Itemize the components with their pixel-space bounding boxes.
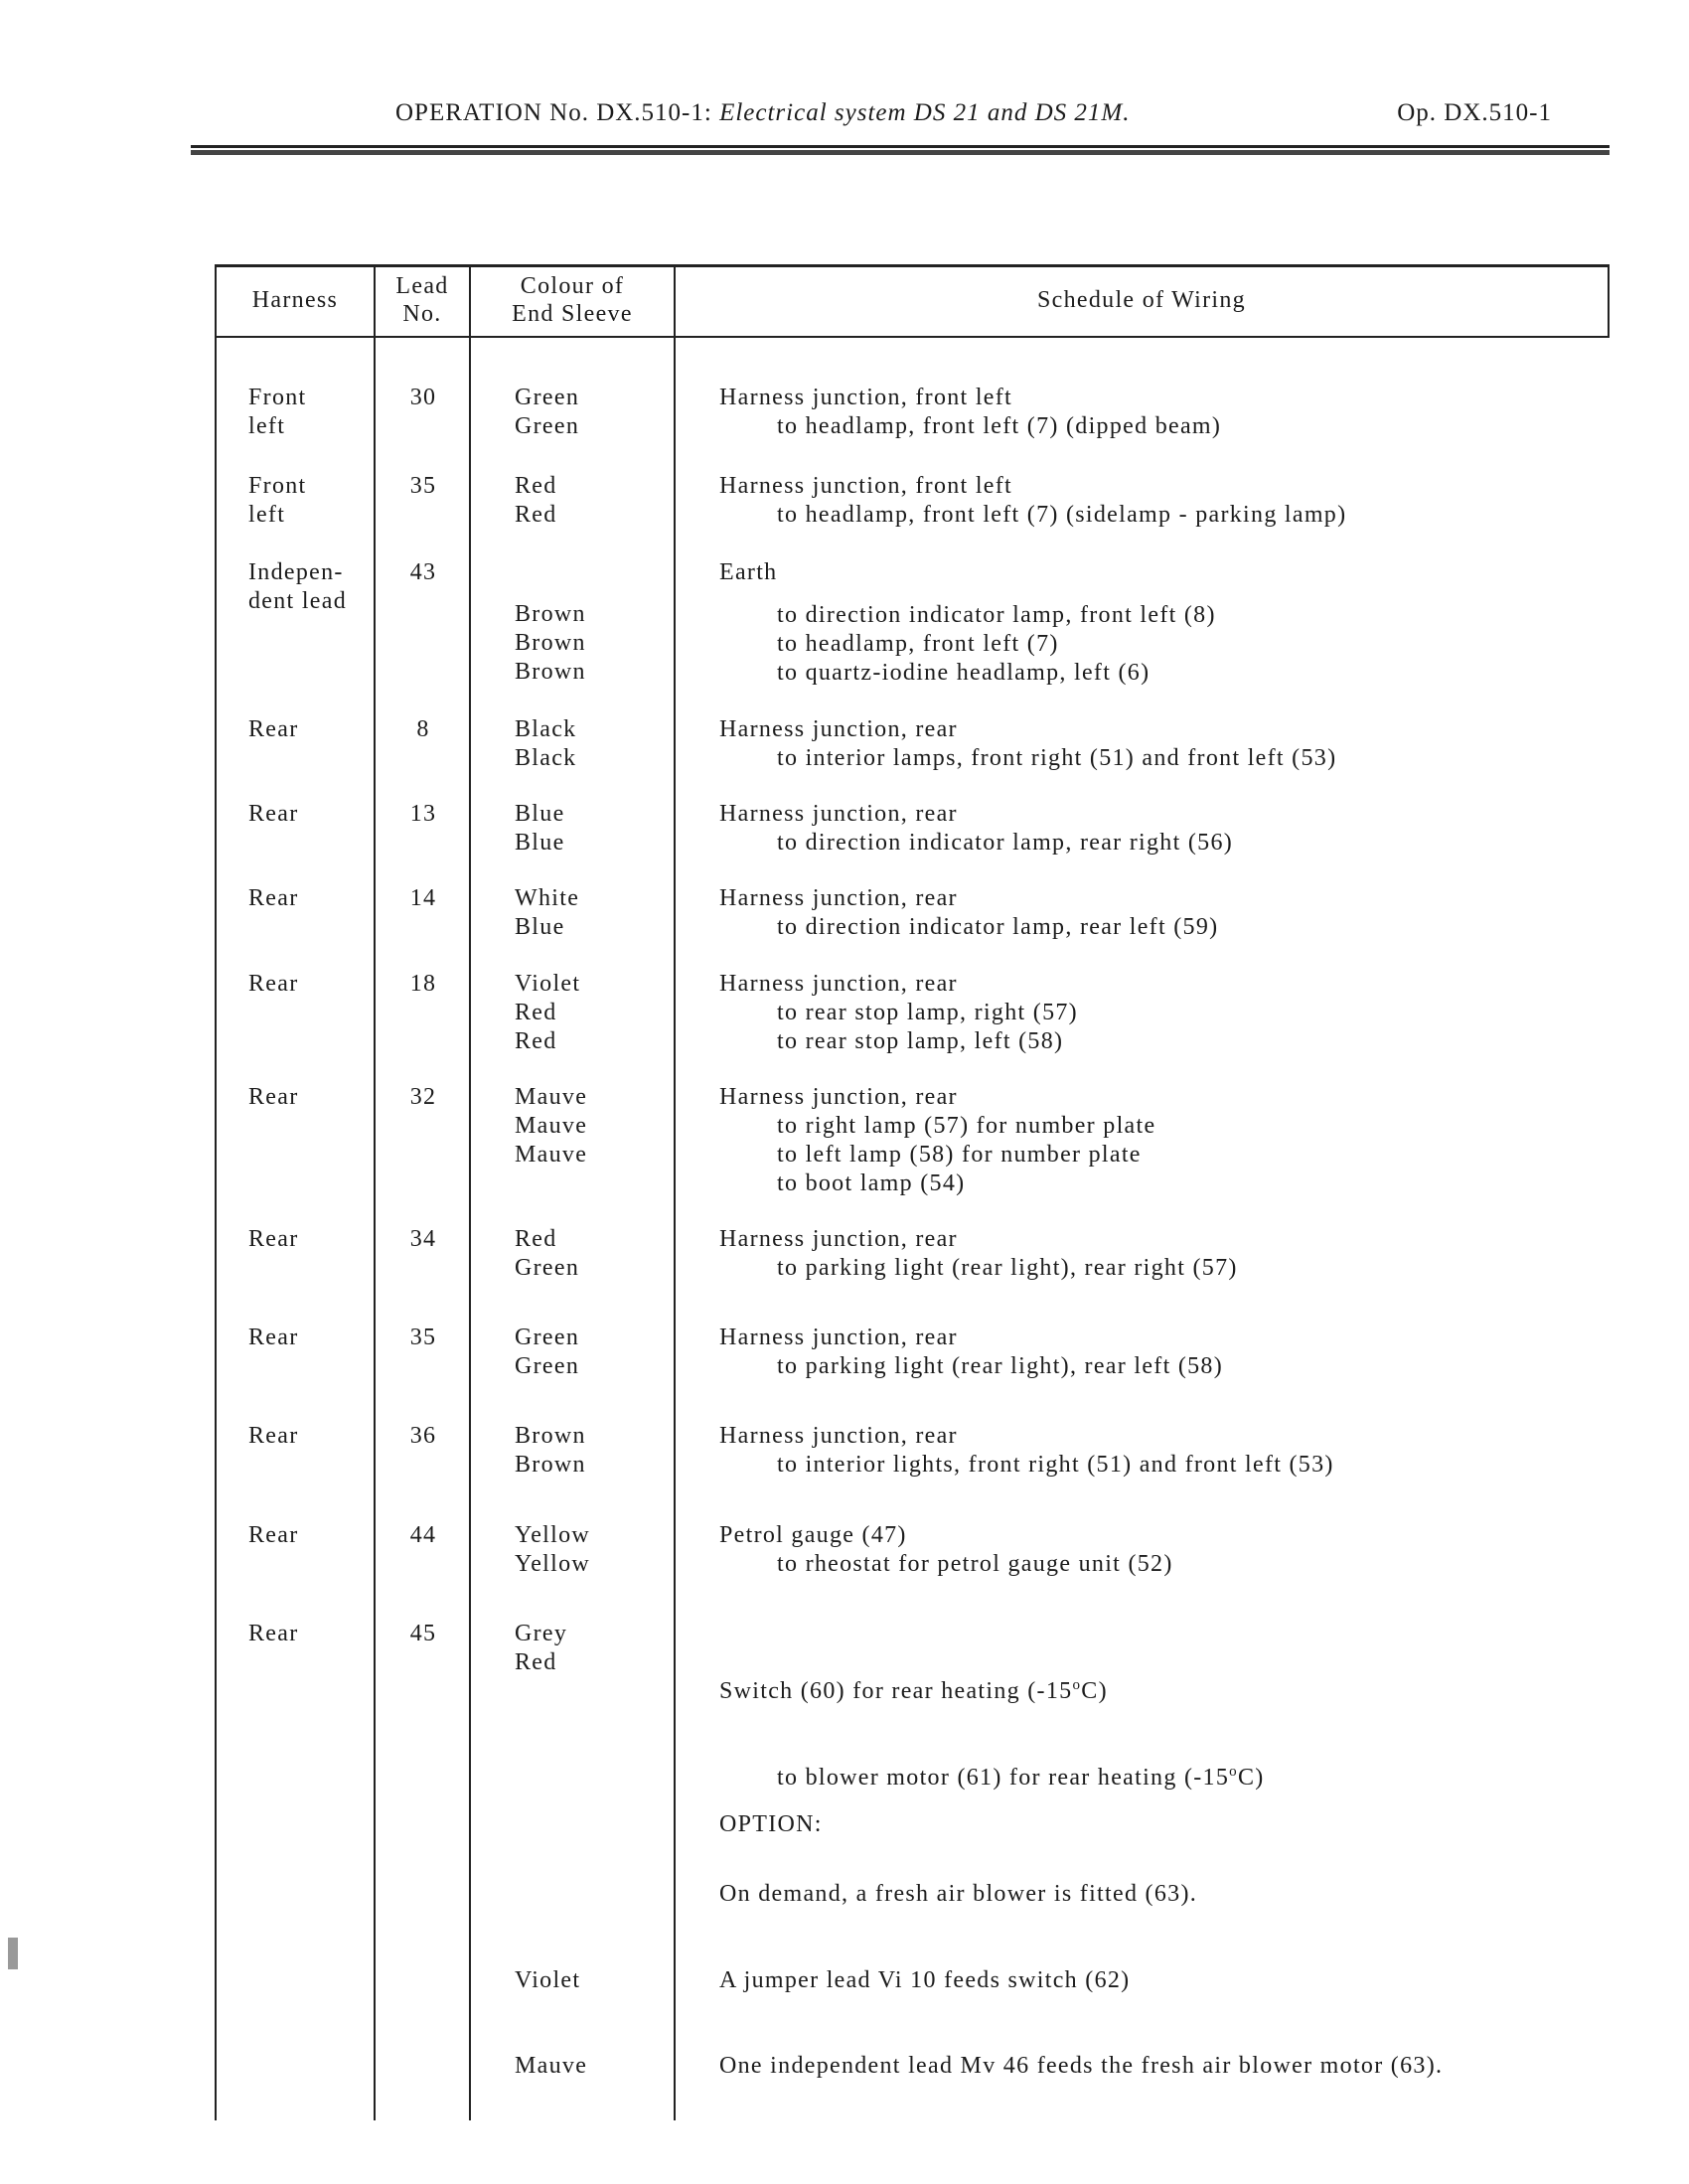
schedule-to: to rear stop lamp, right (57) [777, 1000, 1078, 1025]
harness-cell: Rear [248, 1621, 299, 1646]
schedule-from: Harness junction, rear [719, 1325, 958, 1350]
colour-cell: Brown [515, 1423, 586, 1449]
operation-title: OPERATION No. DX.510-1: Electrical system DS 21 and DS 21M. [395, 99, 1131, 126]
schedule-from: Harness junction, rear [719, 1226, 958, 1252]
harness-cell: Rear [248, 971, 299, 997]
schedule-from: Harness junction, rear [719, 801, 958, 827]
wiring-table [215, 264, 1610, 2120]
schedule-to: to direction indicator lamp, rear left (59) [777, 914, 1219, 940]
harness-cell: Rear [248, 885, 299, 911]
schedule-from: Earth [719, 559, 778, 585]
colour-cell: Violet [515, 1967, 581, 1993]
colour-cell: Yellow [515, 1551, 591, 1577]
schedule-to: to quartz-iodine headlamp, left (6) [777, 660, 1151, 686]
lead-number: 44 [409, 1522, 437, 1548]
schedule-from: Harness junction, rear [719, 1084, 958, 1110]
harness-cell: Rear [248, 1325, 299, 1350]
schedule-to: to rheostat for petrol gauge unit (52) [777, 1551, 1173, 1577]
schedule-to: to headlamp, front left (7) (sidelamp - parking lamp) [777, 502, 1347, 528]
header-rule [191, 145, 1610, 148]
lead-number: 36 [409, 1423, 437, 1449]
colour-cell: Green [515, 1325, 580, 1350]
colour-cell: Black [515, 745, 577, 771]
schedule-from: Harness junction, rear [719, 971, 958, 997]
schedule-to: to left lamp (58) for number plate [777, 1142, 1142, 1168]
schedule-to: to rear stop lamp, left (58) [777, 1028, 1064, 1054]
schedule-to: to direction indicator lamp, front left (8) [777, 602, 1216, 628]
harness-cell: Rear [248, 1423, 299, 1449]
schedule-to: to boot lamp (54) [777, 1170, 966, 1196]
schedule-to: to interior lights, front right (51) and front left (53) [777, 1452, 1334, 1478]
colour-cell: Mauve [515, 1084, 588, 1110]
header-harness: Harness [251, 287, 339, 313]
page-header [189, 99, 1610, 139]
lead-number: 18 [409, 971, 437, 997]
colour-cell: Violet [515, 971, 581, 997]
colour-cell: Red [515, 1226, 557, 1252]
option-title: OPTION: [719, 1811, 823, 1837]
colour-cell: Mauve [515, 1142, 588, 1168]
colour-cell: Blue [515, 914, 565, 940]
schedule-from: Petrol gauge (47) [719, 1522, 907, 1548]
schedule-from: Harness junction, rear [719, 885, 958, 911]
lead-number: 13 [409, 801, 437, 827]
colour-cell: Blue [515, 830, 565, 856]
schedule-from: Harness junction, front left [719, 385, 1012, 410]
harness-cell: left [248, 502, 286, 528]
table-left-border [215, 264, 217, 2120]
colour-cell: Mauve [515, 1113, 588, 1139]
colour-cell: Red [515, 1028, 557, 1054]
schedule-from: A jumper lead Vi 10 feeds switch (62) [719, 1967, 1131, 1993]
schedule-from: Harness junction, rear [719, 1423, 958, 1449]
colour-cell: Green [515, 385, 580, 410]
colour-cell: Grey [515, 1621, 568, 1646]
colour-cell: Yellow [515, 1522, 591, 1548]
column-divider [674, 264, 676, 2120]
colour-cell: Mauve [515, 2053, 588, 2079]
colour-cell: Brown [515, 601, 586, 627]
lead-number: 32 [409, 1084, 437, 1110]
operation-reference: Op. DX.510-1 [1397, 99, 1552, 126]
lead-number: 43 [409, 559, 437, 585]
colour-cell: Brown [515, 659, 586, 685]
colour-cell: Green [515, 1353, 580, 1379]
table-header-border [215, 336, 1610, 338]
lead-number: 35 [409, 1325, 437, 1350]
colour-cell: Blue [515, 801, 565, 827]
harness-cell: Rear [248, 1522, 299, 1548]
harness-cell: Indepen- [248, 559, 344, 585]
colour-cell: Red [515, 1000, 557, 1025]
schedule-from: Harness junction, front left [719, 473, 1012, 499]
colour-cell: White [515, 885, 580, 911]
schedule-to: to parking light (rear light), rear left (58) [777, 1353, 1224, 1379]
colour-cell: Green [515, 413, 580, 439]
harness-cell: Rear [248, 1226, 299, 1252]
schedule-to: to right lamp (57) for number plate [777, 1113, 1156, 1139]
harness-cell: Rear [248, 716, 299, 742]
margin-mark [8, 1938, 18, 1969]
colour-cell: Red [515, 473, 557, 499]
colour-cell: Black [515, 716, 577, 742]
colour-cell: Green [515, 1255, 580, 1281]
table-right-border [1608, 264, 1610, 336]
option-demand-text: On demand, a fresh air blower is fitted (63). [719, 1881, 1198, 1907]
lead-number: 30 [409, 385, 437, 410]
schedule-from: One independent lead Mv 46 feeds the fresh air blower motor (63). [719, 2053, 1444, 2079]
schedule-to: to interior lamps, front right (51) and front left (53) [777, 745, 1337, 771]
harness-cell: dent lead [248, 588, 347, 614]
lead-number: 8 [416, 716, 430, 742]
harness-cell: Rear [248, 801, 299, 827]
schedule-to: to direction indicator lamp, rear right (56) [777, 830, 1234, 856]
schedule-to: to headlamp, front left (7) (dipped beam) [777, 413, 1222, 439]
schedule-from: Harness junction, rear [719, 716, 958, 742]
lead-number: 35 [409, 473, 437, 499]
schedule-to: to parking light (rear light), rear right (57) [777, 1255, 1238, 1281]
colour-cell: Red [515, 502, 557, 528]
header-lead-no: Lead No. [395, 273, 449, 327]
lead-number: 45 [409, 1621, 437, 1646]
schedule-to: to blower motor (61) for rear heating (-15$^o$C) [777, 1764, 1265, 1791]
colour-cell: Brown [515, 1452, 586, 1478]
harness-cell: left [248, 413, 286, 439]
header-colour: Colour of End Sleeve [512, 273, 633, 327]
lead-number: 14 [409, 885, 437, 911]
column-divider [374, 264, 376, 2120]
harness-cell: Rear [248, 1084, 299, 1110]
lead-number: 34 [409, 1226, 437, 1252]
harness-cell: Front [248, 385, 307, 410]
colour-cell: Brown [515, 630, 586, 656]
header-schedule: Schedule of Wiring [1037, 287, 1246, 313]
harness-cell: Front [248, 473, 307, 499]
colour-cell: Red [515, 1649, 557, 1675]
column-divider [469, 264, 471, 2120]
schedule-to: to headlamp, front left (7) [777, 631, 1059, 657]
header-rule-thick [191, 150, 1610, 155]
schedule-from: Switch (60) for rear heating (-15$^o$C) [719, 1677, 1108, 1704]
